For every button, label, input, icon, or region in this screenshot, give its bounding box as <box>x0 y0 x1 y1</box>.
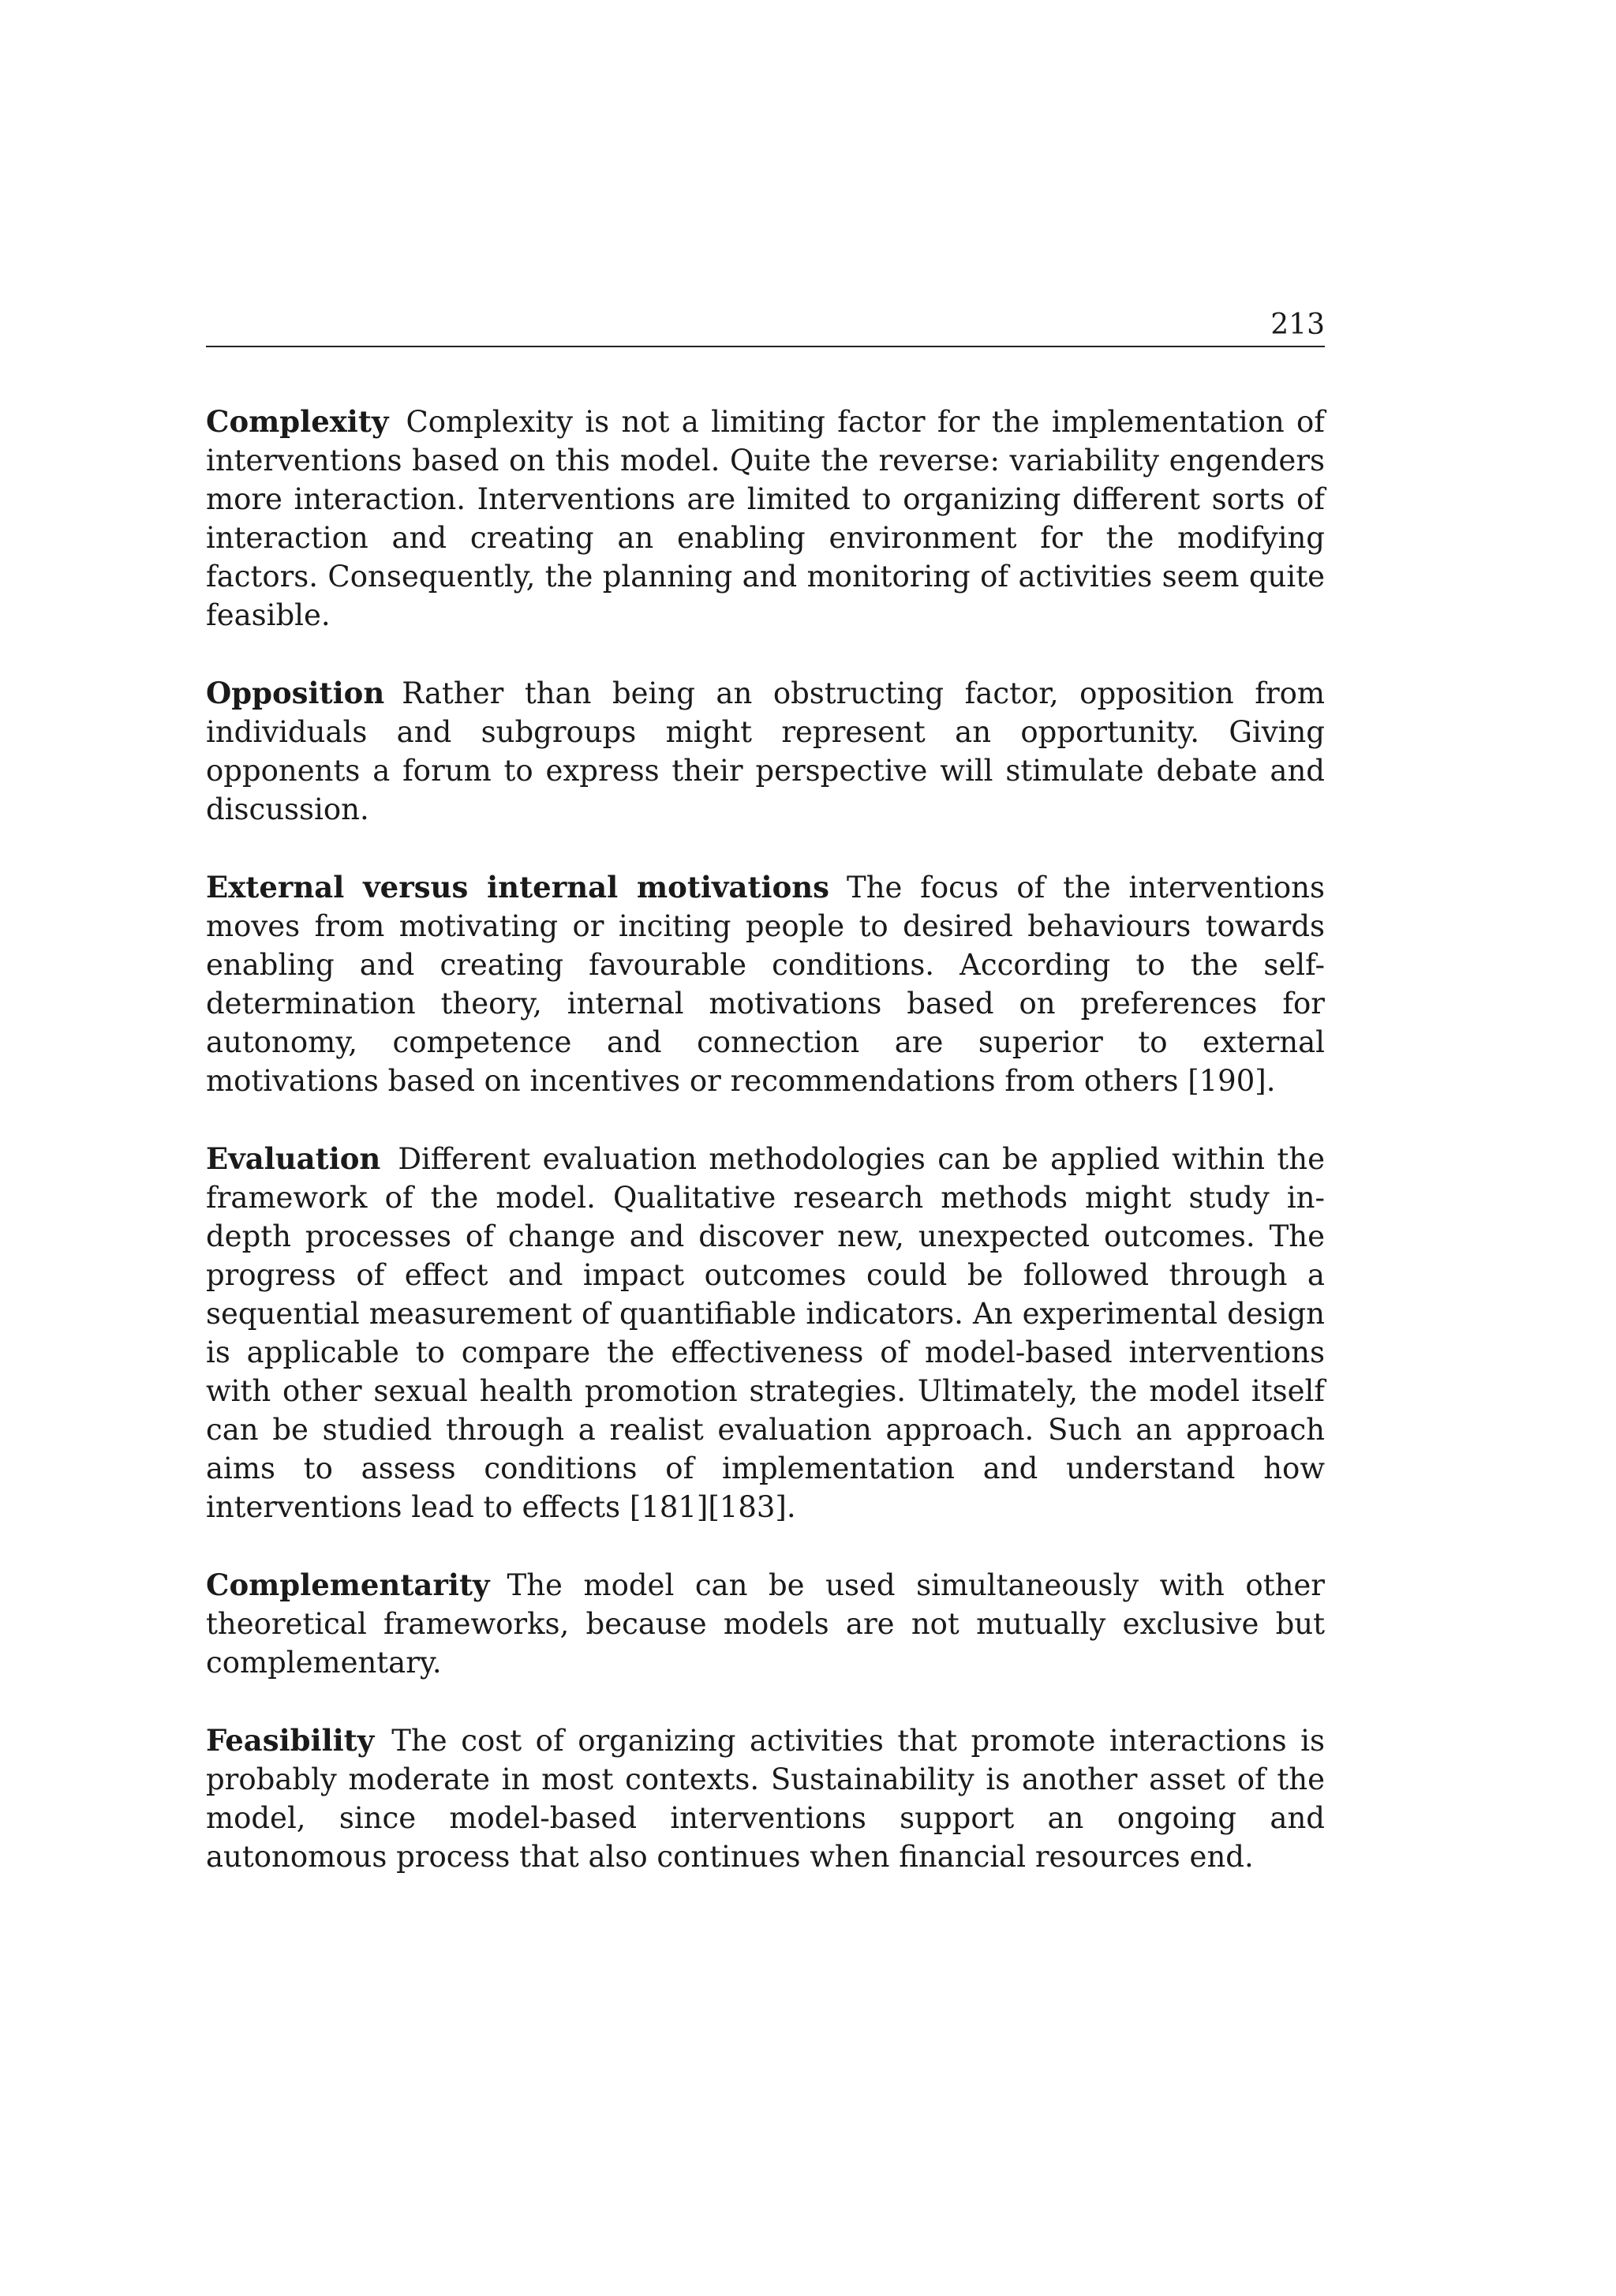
paragraph-heading: Feasibility <box>206 1723 375 1758</box>
paragraph-heading: External versus internal motivations <box>206 870 830 905</box>
paragraph-text: The model can be used simultaneously with other theoretical frameworks, because models are not mutually exclusive but complementary. <box>206 1568 1325 1680</box>
paragraph-heading: Complexity <box>206 404 389 439</box>
paragraph-complementarity <box>206 1566 1325 1682</box>
paragraph-heading: Complementarity <box>206 1567 490 1602</box>
page-header <box>206 305 1325 347</box>
paragraph-opposition <box>206 674 1325 829</box>
paragraph-evaluation <box>206 1140 1325 1526</box>
paragraph-external-versus-internal-motivations <box>206 868 1325 1100</box>
paragraph-heading: Evaluation <box>206 1141 381 1176</box>
paragraph-heading: Opposition <box>206 676 385 710</box>
paragraph-text: Different evaluation methodologies can be applied within the framework of the model. Qualitative research methods might study in-depth processes of change and discover new, unexpected outcomes. The progress of effect and impact outcomes could be followed through a sequential measurement of quantifiable indicators. An experimental design is applicable to compare the effectiveness of model-based interventions with other sexual health promotion strategies. Ultimately, the model itself can be studied through a realist evaluation approach. Such an approach aims to assess conditions of implementation and understand how interventions lead to effects [181][183]. <box>206 1142 1325 1524</box>
page-body <box>206 403 1325 1916</box>
paragraph-text: Complexity is not a limiting factor for the implementation of interventions based on this model. Quite the reverse: variability engenders more interaction. Interventions are limited to organizing different sorts of interaction and creating an enabling environment for the modifying factors. Consequently, the planning and monitoring of activities seem quite feasible. <box>206 405 1325 632</box>
paragraph-text: The cost of organizing activities that promote interactions is probably moderate in most contexts. Sustainability is another asset of the model, since model-based interventions support an ongoing and autonomous process that also continues when financial resources end. <box>206 1724 1325 1874</box>
paragraph-text: The focus of the interventions moves from motivating or inciting people to desired behaviours towards enabling and creating favourable conditions. According to the self-determination theory, internal motivations based on preferences for autonomy, competence and connection are superior to external motivations based on incentives or recommendations from others [190]. <box>206 871 1325 1098</box>
paragraph-complexity <box>206 403 1325 635</box>
paragraph-text: Rather than being an obstructing factor, opposition from individuals and subgroups might represent an opportunity. Giving opponents a forum to express their perspective will stimulate debate and discussion. <box>206 676 1325 826</box>
paragraph-feasibility <box>206 1721 1325 1876</box>
page-number: 213 <box>1270 309 1325 341</box>
